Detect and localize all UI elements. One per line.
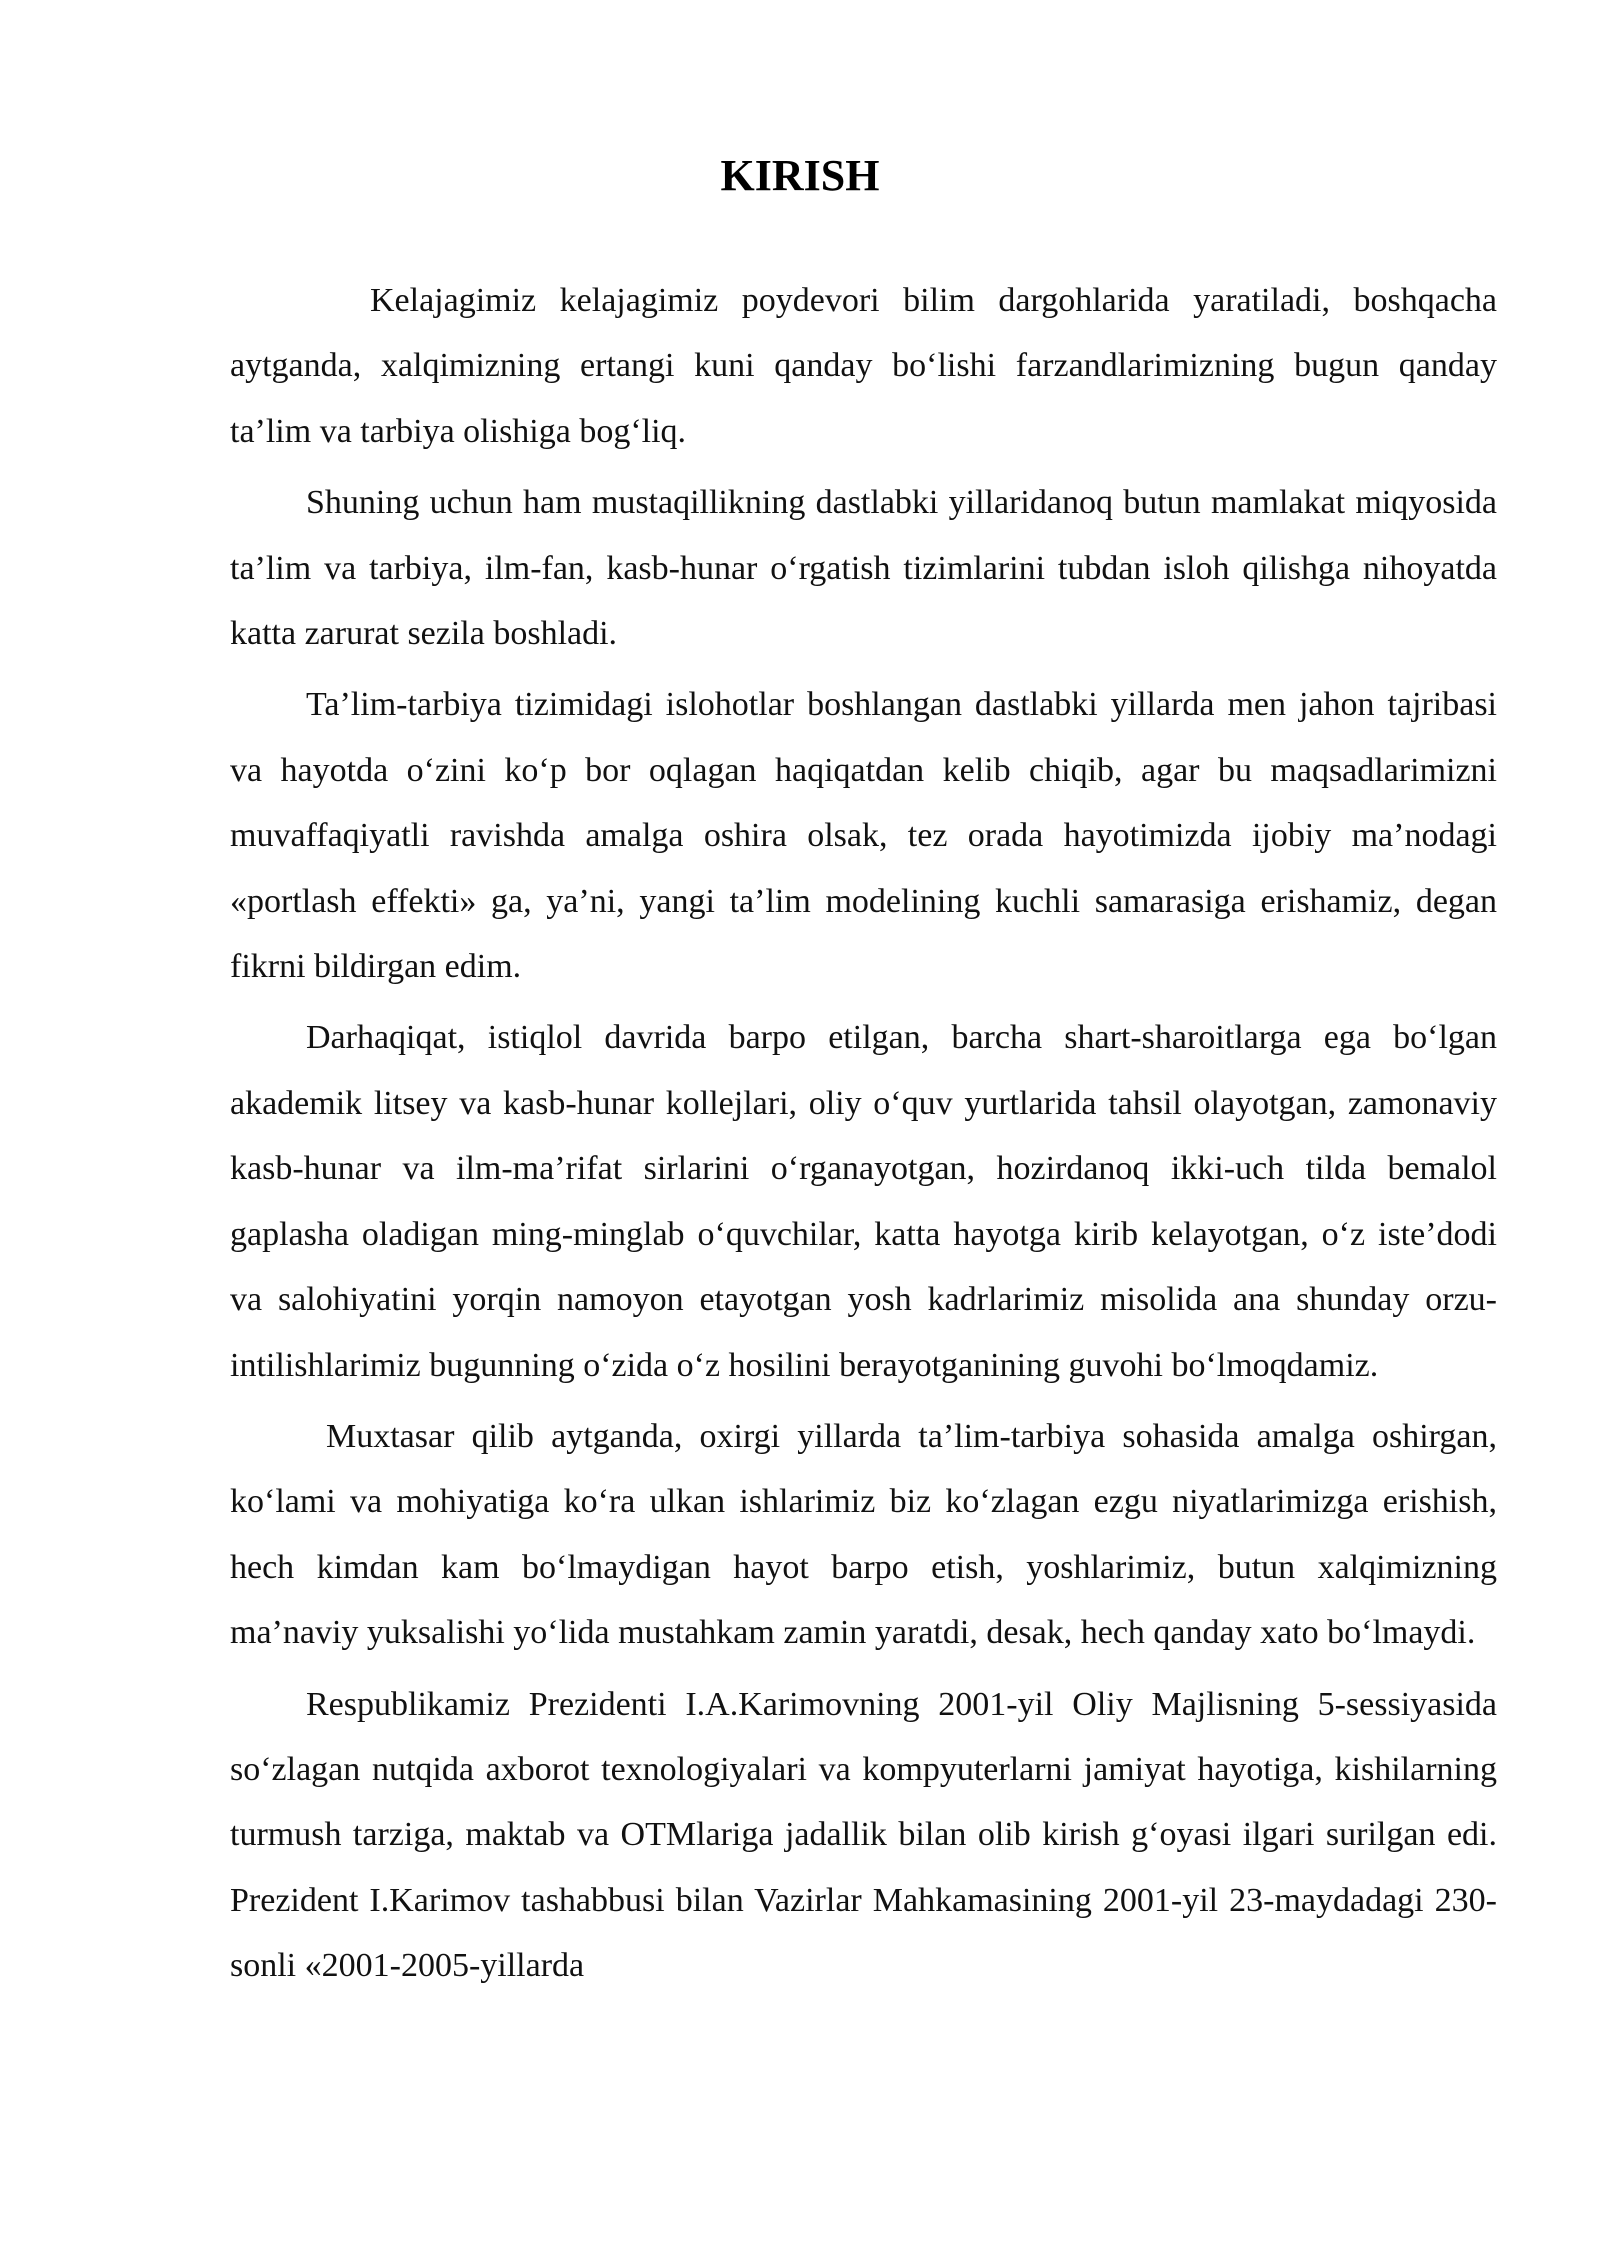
paragraph-6: Respublikamiz Prezidenti I.A.Karimovning 2001-yil Oliy Majlisning 5-sessiyasida so‘zlagan nutqida axborot texnologiyalari va kompyuterlarni jamiyat hayotiga, kishilarning turmush tarziga, maktab va OTMlariga jadallik bilan olib kirish g‘oyasi ilgari surilgan edi. Prezident I.Karimov tashabbusi bilan Vazirlar Mahkamasining 2001-yil 23-maydadagi 230-sonli «2001-2005-yillarda [230,1685,1497,1985]
paragraph-2: Shuning uchun ham mustaqillikning dastlabki yillaridanoq butun mamlakat miqyosida ta’lim va tarbiya, ilm-fan, kasb-hunar o‘rgatish tizimlarini tubdan isloh qilishga nihoyatda katta zarurat sezila boshladi. [230,484,1497,653]
paragraph-4: Darhaqiqat, istiqlol davrida barpo etilgan, barcha shart-sharoitlarga ega bo‘lgan akademik litsey va kasb-hunar kollejlari, oliy o‘quv yurtlarida tahsil olayotgan, zamonaviy kasb-hunar va ilm-ma’rifat sirlarini o‘rganayotgan, hozirdanoq ikki-uch tilda bemalol gaplasha oladigan ming-minglab o‘quvchilar, katta hayotga kirib kelayotgan, o‘z iste’dodi va salohiyatini yorqin namoyon etayotgan yosh kadrlarimiz misolida ana shunday orzu-intilishlarimiz bugunning o‘zida o‘z hosilini berayotganining guvohi bo‘lmoqdamiz. [230,1019,1497,1384]
paragraph-5: Muxtasar qilib aytganda, oxirgi yillarda ta’lim-tarbiya sohasida amalga oshirgan, ko‘lami va mohiyatiga ko‘ra ulkan ishlarimiz biz ko‘zlagan ezgu niyatlarimizga erishish, hech kimdan kam bo‘lmaydigan hayot barpo etish, yoshlarimiz, butun xalqimizning ma’naviy yuksalishi yo‘lida mustahkam zamin yaratdi, desak, hech qanday xato bo‘lmaydi. [230,1417,1497,1652]
page-title: KIRISH [720,151,880,200]
paragraph-1: Kelajagimiz kelajagimiz poydevori bilim dargohlarida yaratiladi, boshqacha aytganda, xalqimizning ertangi kuni qanday bo‘lishi farzandlarimizning bugun qanday ta’lim va tarbiya olishiga bog‘liq. [230,282,1497,450]
body-text [230,268,1497,2005]
paragraph-3: Ta’lim-tarbiya tizimidagi islohotlar boshlangan dastlabki yillarda men jahon tajribasi va hayotda o‘zini ko‘p bor oqlagan haqiqatdan kelib chiqib, agar bu maqsadlarimizni muvaffaqiyatli ravishda amalga oshira olsak, tez orada hayotimizda ijobiy ma’nodagi «portlash effekti» ga, ya’ni, yangi ta’lim modelining kuchli samarasiga erishamiz, degan fikrni bildirgan edim. [230,686,1497,986]
